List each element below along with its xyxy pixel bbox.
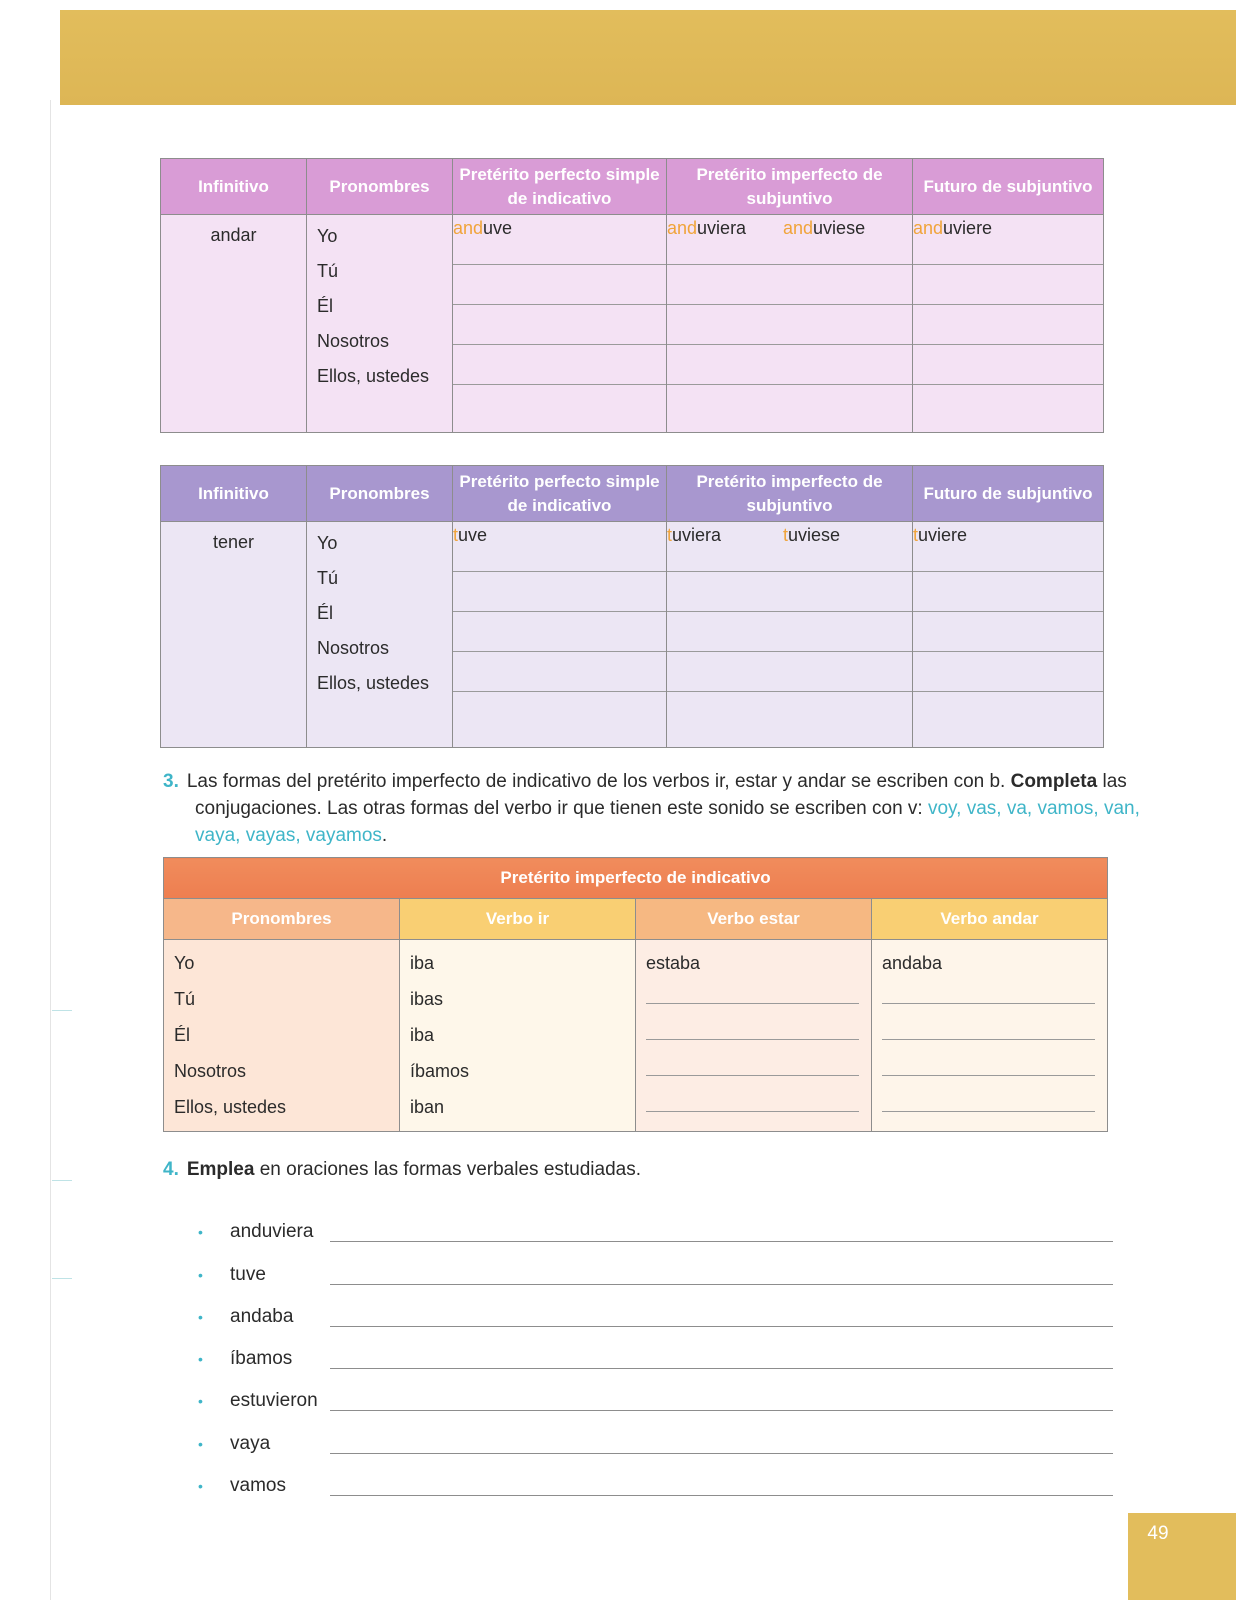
answer-blank[interactable] xyxy=(667,548,912,572)
answer-blank[interactable] xyxy=(453,572,666,612)
answer-blank[interactable] xyxy=(882,986,1095,1004)
example-form-pair xyxy=(667,215,912,241)
instruction-verb: Emplea xyxy=(186,1159,255,1180)
sentence-answer-line[interactable] xyxy=(330,1409,1113,1411)
margin-mark xyxy=(52,1278,72,1279)
answer-blank[interactable] xyxy=(913,305,1103,345)
page-edge xyxy=(50,100,51,1600)
pronoun: Él xyxy=(317,603,334,623)
answer-blank[interactable] xyxy=(913,548,1103,572)
verb-ending: uviese xyxy=(813,218,866,238)
answer-blank[interactable] xyxy=(913,652,1103,692)
answer-blank[interactable] xyxy=(913,612,1103,652)
sentence-answer-line[interactable] xyxy=(330,1494,1113,1496)
answer-blank[interactable] xyxy=(882,1004,1095,1040)
verb-form: anduviera xyxy=(230,1221,314,1243)
verb-form: vaya xyxy=(230,1432,271,1454)
verb-root: and xyxy=(913,218,944,238)
answer-blank[interactable] xyxy=(667,652,912,692)
answer-blank[interactable] xyxy=(453,548,666,572)
pronoun: Yo xyxy=(317,533,338,553)
answer-blank[interactable] xyxy=(913,572,1103,612)
answer-blank[interactable] xyxy=(453,652,666,692)
example-form xyxy=(453,215,666,241)
sentence-item xyxy=(198,1372,1113,1414)
sentence-answer-line[interactable] xyxy=(330,1325,1113,1327)
verb-form: estuvieron xyxy=(230,1390,318,1412)
verb-form: tuve xyxy=(230,1263,266,1285)
bullet-icon: • xyxy=(198,1435,203,1452)
verb-root: t xyxy=(667,525,673,545)
header-imperfecto-subjuntivo: Pretérito imperfecto de subjuntivo xyxy=(667,466,913,522)
example-form xyxy=(913,522,1103,548)
instruction-text: Las formas del pretérito imperfecto de indicativo de los verbos ir, estar y andar se escriben con b. xyxy=(186,771,1011,792)
bullet-icon: • xyxy=(198,1351,203,1368)
pronoun: Tú xyxy=(174,989,196,1009)
ir-form: íbamos xyxy=(410,1061,470,1081)
verb-form: vamos xyxy=(230,1475,286,1497)
column-verbo-andar: Verbo andar xyxy=(872,899,1108,940)
bullet-icon: • xyxy=(198,1393,203,1410)
instruction-text: en oraciones las formas verbales estudiadas. xyxy=(254,1159,641,1180)
pronoun-list xyxy=(307,215,452,398)
verb-root: t xyxy=(453,525,459,545)
sentence-list xyxy=(198,1203,1113,1499)
estar-form: estaba xyxy=(646,953,701,973)
pronoun: Él xyxy=(174,1025,191,1045)
ir-form: iba xyxy=(410,1025,435,1045)
verb-root: and xyxy=(667,218,698,238)
imperfecto-title: Pretérito imperfecto de indicativo xyxy=(164,858,1108,899)
column-pronombres: Pronombres xyxy=(164,899,400,940)
pronoun: Yo xyxy=(317,226,338,246)
verb-ending: uviere xyxy=(943,218,993,238)
answer-blank[interactable] xyxy=(667,241,912,265)
answer-blank[interactable] xyxy=(667,572,912,612)
answer-blank[interactable] xyxy=(913,265,1103,305)
bullet-icon: • xyxy=(198,1266,203,1283)
answer-blank[interactable] xyxy=(913,345,1103,385)
answer-blank[interactable] xyxy=(913,241,1103,265)
infinitive-andar: andar xyxy=(210,225,257,245)
sentence-answer-line[interactable] xyxy=(330,1367,1113,1369)
bullet-icon: • xyxy=(198,1308,203,1325)
bullet-icon: • xyxy=(198,1478,203,1495)
instruction-end: . xyxy=(381,825,388,846)
verb-root: t xyxy=(783,525,789,545)
conjugation-table-tener xyxy=(160,465,1104,748)
andar-form: andaba xyxy=(882,953,943,973)
exercise-3-instructions xyxy=(163,768,1141,849)
ir-form: iban xyxy=(410,1097,445,1117)
header-preterito-perfecto: Pretérito perfecto simple de indicativo xyxy=(453,159,667,215)
example-form xyxy=(453,522,666,548)
verb-form: íbamos xyxy=(230,1348,293,1370)
pronoun: Nosotros xyxy=(174,1061,247,1081)
pronoun-list xyxy=(307,522,452,705)
verb-form: andaba xyxy=(230,1305,294,1327)
pronoun: Tú xyxy=(317,261,339,281)
header-preterito-perfecto: Pretérito perfecto simple de indicativo xyxy=(453,466,667,522)
example-form xyxy=(913,215,1103,241)
answer-blank[interactable] xyxy=(453,612,666,652)
instruction-verb: Completa xyxy=(1010,771,1098,792)
answer-blank[interactable] xyxy=(453,265,666,305)
header-futuro-subjuntivo: Futuro de subjuntivo xyxy=(913,159,1104,215)
verb-ending: uviese xyxy=(788,525,841,545)
header-band xyxy=(60,10,1236,105)
sentence-answer-line[interactable] xyxy=(330,1452,1113,1454)
sentence-item xyxy=(198,1203,1113,1245)
sentence-item xyxy=(198,1414,1113,1456)
answer-blank[interactable] xyxy=(667,305,912,345)
sentence-answer-line[interactable] xyxy=(330,1283,1113,1285)
sentence-item xyxy=(198,1245,1113,1287)
pronoun: Nosotros xyxy=(317,331,390,351)
pronoun: Yo xyxy=(174,953,195,973)
header-pronombres: Pronombres xyxy=(307,159,453,215)
answer-blank[interactable] xyxy=(453,305,666,345)
verb-ending: uve xyxy=(483,218,513,238)
pronoun: Él xyxy=(317,296,334,316)
sentence-item xyxy=(198,1457,1113,1499)
header-infinitivo: Infinitivo xyxy=(161,159,307,215)
example-form-pair xyxy=(667,522,912,548)
sentence-item xyxy=(198,1288,1113,1330)
ir-form: ibas xyxy=(410,989,444,1009)
conjugation-table-andar xyxy=(160,158,1104,433)
exercise-number: 3. xyxy=(163,771,179,792)
answer-blank[interactable] xyxy=(882,1040,1095,1076)
page-number: 49 xyxy=(1147,1523,1169,1544)
answer-blank[interactable] xyxy=(667,265,912,305)
verb-root: and xyxy=(453,218,484,238)
bullet-icon: • xyxy=(198,1224,203,1241)
header-futuro-subjuntivo: Futuro de subjuntivo xyxy=(913,466,1104,522)
column-verbo-ir: Verbo ir xyxy=(400,899,636,940)
margin-mark xyxy=(52,1010,72,1011)
verb-ending: uviera xyxy=(672,525,722,545)
verb-root: and xyxy=(783,218,814,238)
pronoun: Ellos, ustedes xyxy=(317,366,430,386)
verb-ending: uviere xyxy=(918,525,968,545)
sentence-item xyxy=(198,1330,1113,1372)
header-pronombres: Pronombres xyxy=(307,466,453,522)
pronoun: Tú xyxy=(317,568,339,588)
answer-blank[interactable] xyxy=(882,1076,1095,1112)
verb-root: t xyxy=(913,525,919,545)
answer-blank[interactable] xyxy=(453,345,666,385)
sentence-answer-line[interactable] xyxy=(330,1240,1113,1242)
pronoun: Ellos, ustedes xyxy=(174,1097,287,1117)
ir-form: iba xyxy=(410,953,435,973)
header-imperfecto-subjuntivo: Pretérito imperfecto de subjuntivo xyxy=(667,159,913,215)
answer-blank[interactable] xyxy=(453,241,666,265)
pronoun: Ellos, ustedes xyxy=(317,673,430,693)
instruction-text: las conjugaciones. Las otras formas del verbo ir que tienen este sonido se escriben con v: xyxy=(195,771,1127,819)
answer-blank[interactable] xyxy=(667,612,912,652)
infinitive-tener: tener xyxy=(212,532,255,552)
margin-mark xyxy=(52,1180,72,1181)
column-verbo-estar: Verbo estar xyxy=(636,899,872,940)
pronoun: Nosotros xyxy=(317,638,390,658)
answer-blank[interactable] xyxy=(646,1004,859,1040)
imperfecto-table xyxy=(163,857,1108,1132)
answer-blank[interactable] xyxy=(646,986,859,1004)
exercise-number: 4. xyxy=(163,1159,179,1180)
verb-ending: uve xyxy=(458,525,488,545)
answer-blank[interactable] xyxy=(646,1040,859,1076)
header-infinitivo: Infinitivo xyxy=(161,466,307,522)
exercise-4-instructions xyxy=(163,1156,1109,1183)
answer-blank[interactable] xyxy=(646,1076,859,1112)
verb-ending: uviera xyxy=(697,218,747,238)
highlighted-forms: voy, vas, va, vamos, van, vaya, vayas, vayamos xyxy=(195,798,1140,846)
answer-blank[interactable] xyxy=(667,345,912,385)
